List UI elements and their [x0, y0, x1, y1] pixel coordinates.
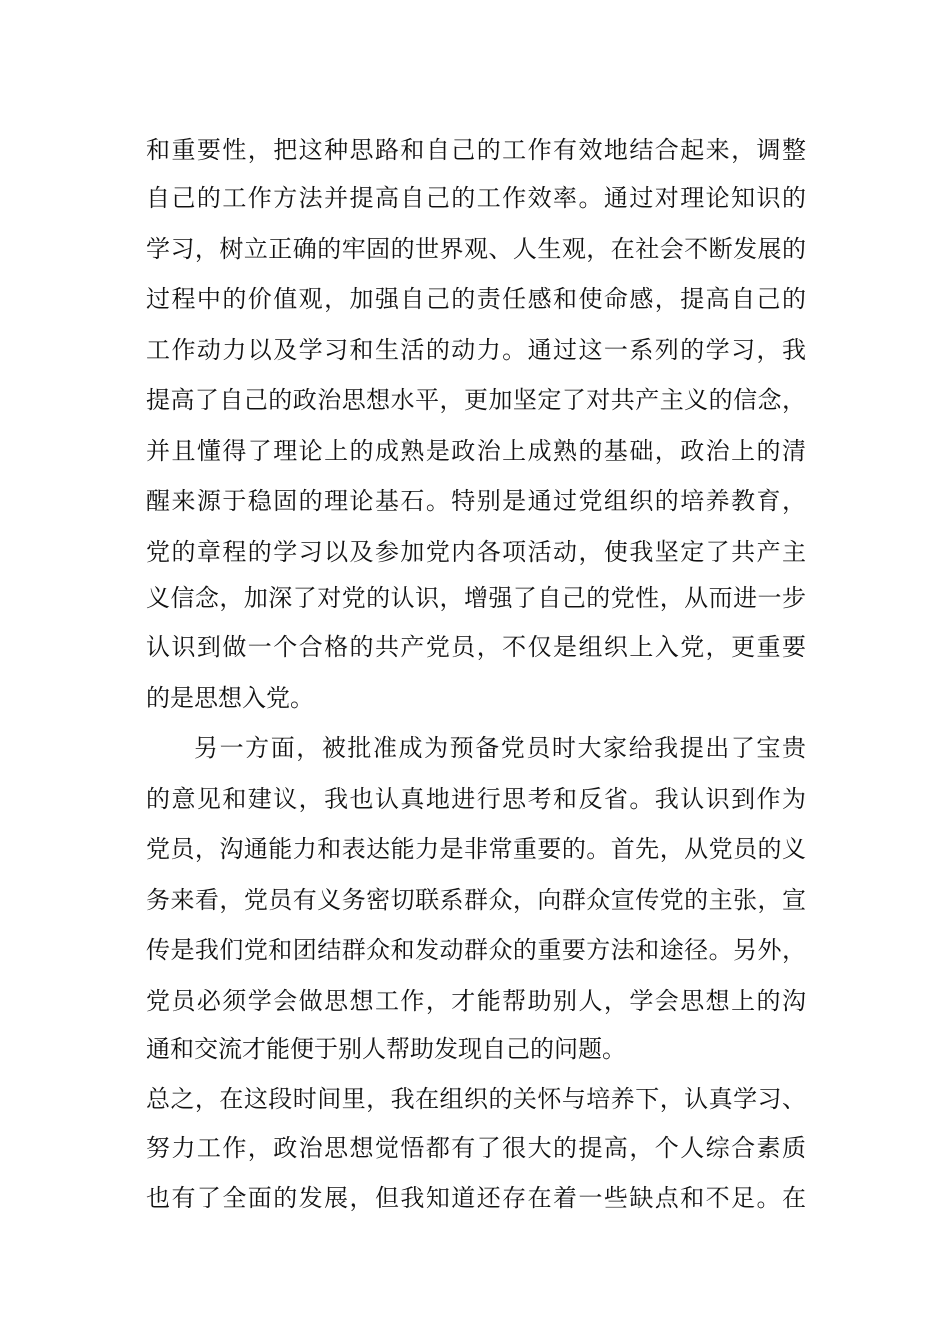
paragraph-first-line: 总之，在这段时间里，我在组织的关怀与培养下，认真学习、: [146, 1085, 806, 1113]
paragraph-first-line: 另一方面，被批准成为预备党员时大家给我提出了宝贵: [194, 734, 806, 762]
text-line: 也有了全面的发展，但我知道还存在着一些缺点和不足。在: [146, 1184, 806, 1212]
text-line: 传是我们党和团结群众和发动群众的重要方法和途径。另外，: [146, 936, 806, 964]
text-line: 和重要性，把这种思路和自己的工作有效地结合起来，调整: [146, 136, 806, 164]
text-line: 认识到做一个合格的共产党员，不仅是组织上入党，更重要: [146, 633, 806, 661]
text-line: 工作动力以及学习和生活的动力。通过这一系列的学习，我: [146, 336, 806, 364]
text-line: 提高了自己的政治思想水平，更加坚定了对共产主义的信念，: [146, 386, 806, 414]
text-line: 务来看，党员有义务密切联系群众，向群众宣传党的主张，宣: [146, 886, 806, 914]
text-line: 学习，树立正确的牢固的世界观、人生观，在社会不断发展的: [146, 235, 806, 263]
text-line: 党的章程的学习以及参加党内各项活动，使我坚定了共产主: [146, 538, 806, 566]
text-line: 并且懂得了理论上的成熟是政治上成熟的基础，政治上的清: [146, 437, 806, 465]
text-line: 义信念，加深了对党的认识，增强了自己的党性，从而进一步: [146, 584, 806, 612]
text-line: 通和交流才能便于别人帮助发现自己的问题。: [146, 1035, 626, 1063]
text-line: 的是思想入党。: [146, 684, 314, 712]
text-line: 努力工作，政治思想觉悟都有了很大的提高，个人综合素质: [146, 1134, 806, 1162]
text-line: 的意见和建议，我也认真地进行思考和反省。我认识到作为: [146, 785, 806, 813]
text-line: 党员必须学会做思想工作，才能帮助别人，学会思想上的沟: [146, 987, 806, 1015]
text-line: 过程中的价值观，加强自己的责任感和使命感，提高自己的: [146, 285, 806, 313]
text-line: 自己的工作方法并提高自己的工作效率。通过对理论知识的: [146, 184, 806, 212]
text-line: 党员，沟通能力和表达能力是非常重要的。首先，从党员的义: [146, 835, 806, 863]
text-line: 醒来源于稳固的理论基石。特别是通过党组织的培养教育，: [146, 487, 806, 515]
